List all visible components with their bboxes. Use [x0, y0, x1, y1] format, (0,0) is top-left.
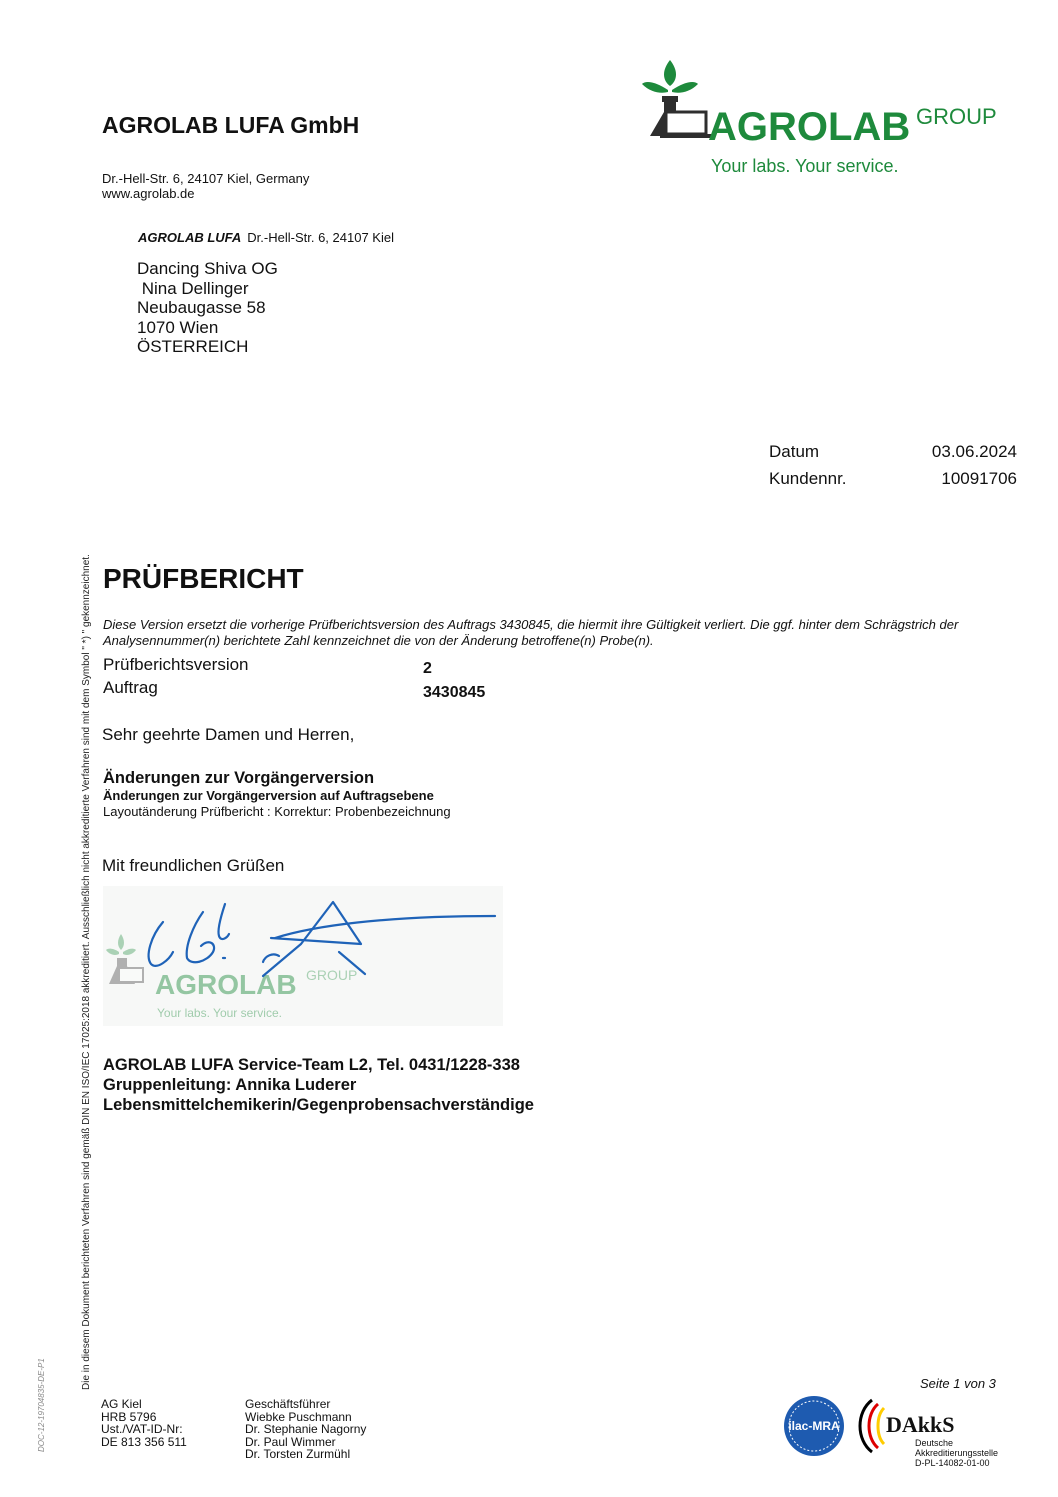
footer-line: Ust./VAT-ID-Nr: — [101, 1422, 183, 1436]
recipient-line: Nina Dellinger — [137, 278, 249, 298]
document-code: DOC-12-19704835-DE-P1 — [37, 1358, 46, 1452]
version-value: 2 — [423, 660, 432, 677]
closing-phrase: Mit freundlichen Grüßen — [102, 856, 285, 875]
footer-line: DE 813 356 511 — [101, 1434, 187, 1449]
service-team-block — [103, 1055, 534, 1115]
footer-line: Dr. Paul Wimmer — [245, 1434, 336, 1449]
order-label: Auftrag — [103, 678, 158, 697]
customer-number-label: Kundennr. — [769, 469, 847, 488]
salutation: Sehr geehrte Damen und Herren, — [102, 725, 355, 744]
report-meta — [769, 442, 1017, 496]
footer-line: AG Kiel — [101, 1397, 142, 1411]
company-website: www.agrolab.de — [102, 186, 195, 201]
service-team-contact: AGROLAB LUFA Service-Team L2, Tel. 0431/1228-338 — [103, 1056, 520, 1074]
recipient-line: Dancing Shiva OG — [137, 259, 278, 278]
sender-address: Dr.-Hell-Str. 6, 24107 Kiel — [247, 230, 394, 245]
dakks-line2: Akkreditierungsstelle — [915, 1448, 999, 1458]
footer-registry — [101, 1398, 187, 1448]
footer-line: Geschäftsführer — [245, 1397, 331, 1411]
footer-line: Wiebke Puschmann — [245, 1409, 352, 1424]
recipient-line: 1070 Wien — [137, 317, 219, 337]
page-number: Seite 1 von 3 — [920, 1376, 996, 1391]
accreditation-badges — [782, 1392, 1012, 1472]
watermark-brand: AGROLAB — [155, 969, 297, 1000]
changes-subtitle: Änderungen zur Vorgängerversion auf Auftragsebene — [103, 788, 434, 803]
date-row — [769, 442, 1017, 469]
accreditation-side-note: Die in diesem Dokument berichteten Verfahren sind gemäß DIN EN ISO/IEC 17025:2018 akkreditiert. Ausschließlich nicht akkreditierte Verfahren sind mit dem Symbol " *) " gekennzeichnet. — [81, 554, 92, 1390]
group-lead: Gruppenleitung: Annika Luderer — [103, 1076, 357, 1094]
customer-number-row — [769, 469, 1017, 496]
logo-tagline: Your labs. Your service. — [711, 156, 899, 176]
group-lead-title: Lebensmittelchemikerin/Gegenprobensachverständige — [103, 1096, 534, 1114]
watermark-tagline: Your labs. Your service. — [157, 1006, 282, 1020]
version-notice: Diese Version ersetzt die vorherige Prüfberichtsversion des Auftrags 3430845, die hiermit ihre Gültigkeit verliert. Die ggf. hinter dem Schrägstrich der Analysennummer(n) berichtete Zahl kennzeichnet die von der Änderung betroffene(n) Probe(n). — [103, 617, 959, 648]
footer-line: HRB 5796 — [101, 1409, 157, 1424]
company-name: AGROLAB LUFA GmbH — [102, 112, 360, 138]
footer-line: Dr. Stephanie Nagorny — [245, 1422, 367, 1436]
order-value: 3430845 — [423, 684, 486, 701]
company-address — [102, 171, 309, 201]
ilac-mra-icon — [784, 1396, 844, 1456]
footer-line: Dr. Torsten Zurmühl — [245, 1447, 351, 1461]
version-label: Prüfberichtsversion — [103, 655, 249, 674]
flask-sprout-icon — [642, 60, 714, 138]
ilac-label: ilac-MRA — [788, 1419, 840, 1433]
recipient-line: Neubaugasse 58 — [137, 298, 266, 317]
date-value: 03.06.2024 — [931, 442, 1017, 461]
customer-number-value: 10091706 — [941, 469, 1017, 488]
report-title: PRÜFBERICHT — [103, 563, 304, 594]
dakks-label: DAkkS — [886, 1412, 955, 1437]
agrolab-group-logo — [640, 58, 1010, 178]
logo-group-text: GROUP — [916, 104, 997, 129]
recipient-line: ÖSTERREICH — [137, 337, 249, 356]
company-address-line: Dr.-Hell-Str. 6, 24107 Kiel, Germany — [102, 171, 310, 186]
date-label: Datum — [769, 442, 820, 461]
dakks-id: D-PL-14082-01-00 — [915, 1458, 990, 1468]
changes-title: Änderungen zur Vorgängerversion — [103, 769, 375, 787]
signature-image — [103, 886, 503, 1026]
recipient-address — [137, 259, 278, 357]
sender-name: AGROLAB LUFA — [138, 230, 242, 245]
dakks-line1: Deutsche — [915, 1438, 954, 1448]
sender-return-line — [138, 230, 394, 245]
footer-management — [245, 1398, 366, 1461]
changes-detail: Layoutänderung Prüfbericht : Korrektur: Probenbezeichnung — [103, 804, 451, 819]
logo-brand-text: AGROLAB — [708, 105, 911, 149]
watermark-group: GROUP — [306, 967, 358, 983]
